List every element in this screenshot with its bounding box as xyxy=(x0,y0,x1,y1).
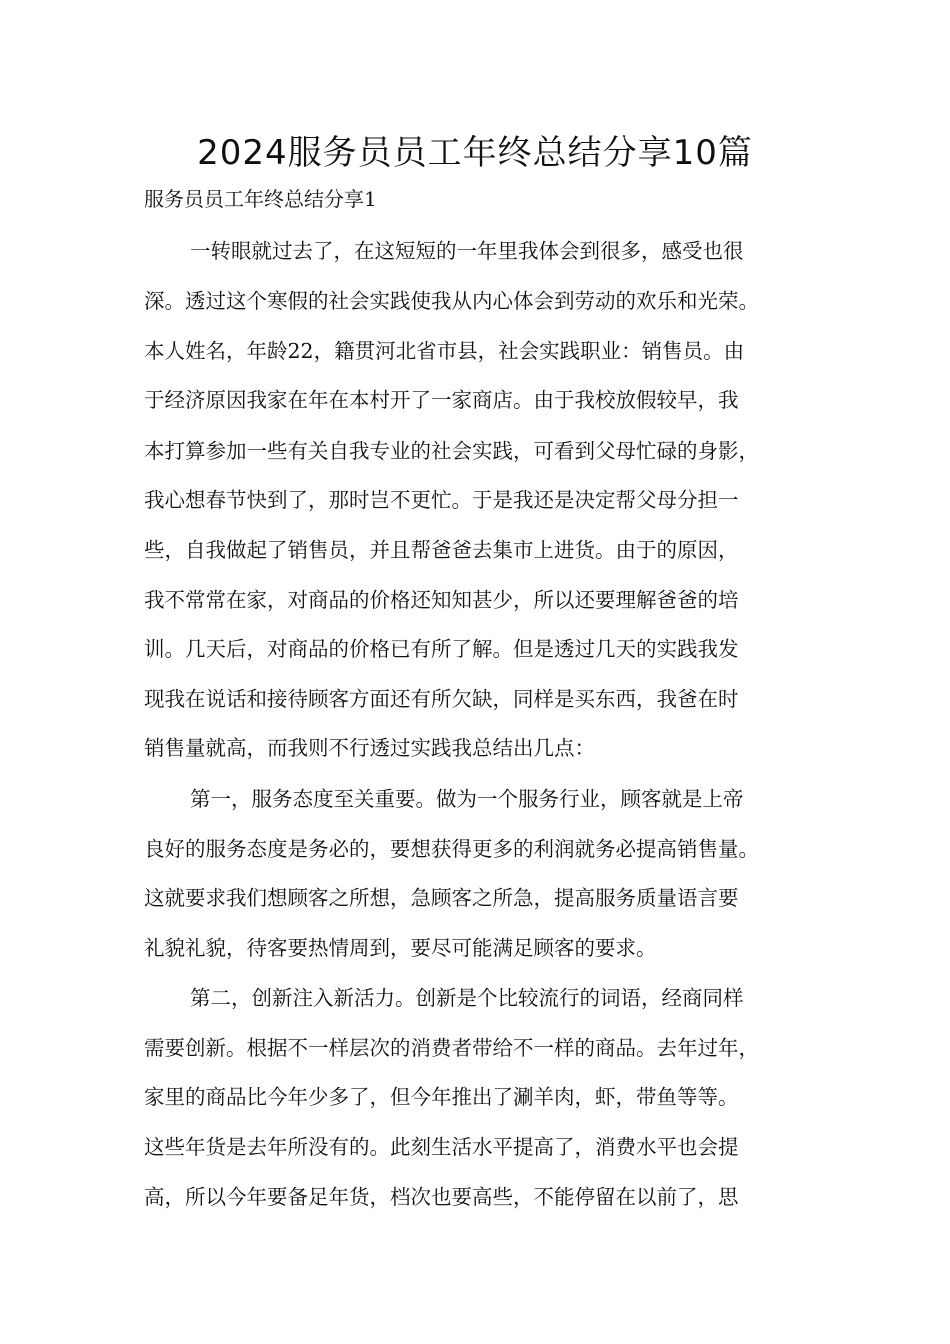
paragraph-line: 深。透过这个寒假的社会实践使我从内心体会到劳动的欢乐和光荣。 xyxy=(144,289,759,313)
paragraph-line: 本打算参加一些有关自我专业的社会实践，可看到父母忙碌的身影， xyxy=(144,439,759,463)
paragraph-line: 家里的商品比今年少多了，但今年推出了涮羊肉，虾，带鱼等等。 xyxy=(144,1085,739,1109)
paragraph-line: 我不常常在家，对商品的价格还知知甚少，所以还要理解爸爸的培 xyxy=(144,588,739,612)
paragraph-line: 销售量就高，而我则不行透过实践我总结出几点： xyxy=(144,736,595,760)
paragraph-line: 需要创新。根据不一样层次的消费者带给不一样的商品。去年过年， xyxy=(144,1036,759,1060)
paragraph-line: 训。几天后，对商品的价格已有所了解。但是透过几天的实践我发 xyxy=(144,637,739,661)
paragraph-line: 礼貌礼貌，待客要热情周到，要尽可能满足顾客的要求。 xyxy=(144,936,657,960)
paragraph-line: 现我在说话和接待顾客方面还有所欠缺，同样是买东西，我爸在时 xyxy=(144,687,739,711)
paragraph-line: 第一，服务态度至关重要。做为一个服务行业，顾客就是上帝 xyxy=(190,787,744,811)
paragraph-line: 良好的服务态度是务必的，要想获得更多的利润就务必提高销售量。 xyxy=(144,837,759,861)
paragraph-line: 高，所以今年要备足年货，档次也要高些，不能停留在以前了，思 xyxy=(144,1185,739,1209)
paragraph-line: 第二，创新注入新活力。创新是个比较流行的词语，经商同样 xyxy=(190,986,744,1010)
paragraph-line: 些，自我做起了销售员，并且帮爸爸去集市上进货。由于的原因， xyxy=(144,538,739,562)
paragraph-line: 本人姓名，年龄22，籍贯河北省市县，社会实践职业：销售员。由 xyxy=(144,339,745,363)
section-heading: 服务员员工年终总结分享1 xyxy=(144,187,377,211)
paragraph-line: 于经济原因我家在年在本村开了一家商店。由于我校放假较早，我 xyxy=(144,388,739,412)
paragraph-line: 一转眼就过去了，在这短短的一年里我体会到很多，感受也很 xyxy=(190,239,744,263)
paragraph-line: 我心想春节快到了，那时岂不更忙。于是我还是决定帮父母分担一 xyxy=(144,488,739,512)
paragraph-line: 这就要求我们想顾客之所想，急顾客之所急，提高服务质量语言要 xyxy=(144,886,739,910)
paragraph-line: 这些年货是去年所没有的。此刻生活水平提高了，消费水平也会提 xyxy=(144,1135,739,1159)
document-title: 2024服务员员工年终总结分享10篇 xyxy=(197,133,753,173)
